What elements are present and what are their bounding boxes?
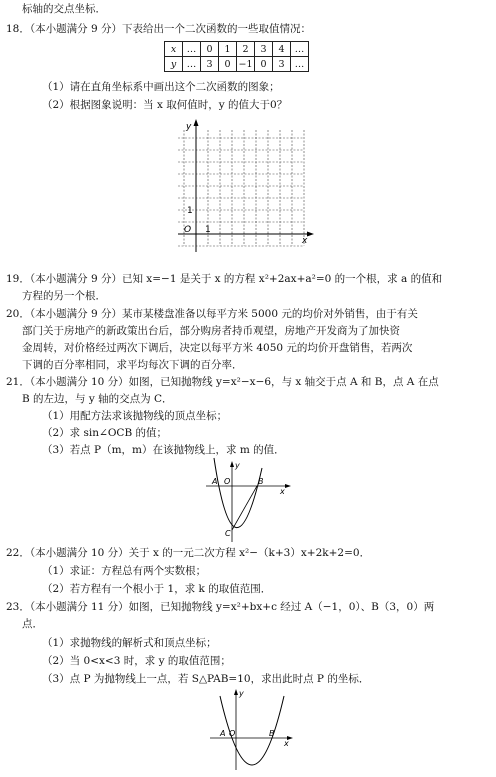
x-axis-arrow-icon xyxy=(285,484,291,488)
y-axis-arrow-icon xyxy=(194,119,199,126)
x-axis-arrow-icon xyxy=(307,232,314,237)
text-line: 点． xyxy=(22,618,43,630)
value-table xyxy=(164,41,309,72)
question-18-part-2: （2）根据图象说明：当 x 取何值时，y 的值大于0？ xyxy=(42,99,288,111)
text-line: B 的左边，与 y 轴的交点为 C． xyxy=(22,393,173,405)
question-19: 19．（本小题满分 9 分）已知 x=−1 是关于 x 的方程 x²+2ax+a²=0 的一个根，求 a 的值和 xyxy=(6,273,443,285)
text-line: 方程的另一个根． xyxy=(22,290,106,302)
table-cell: 3 xyxy=(255,42,273,57)
y-axis-arrow-icon xyxy=(234,689,238,695)
x-unit-label: 1 xyxy=(205,225,211,235)
question-22-part-2: （2）若方程有一个根小于 1，求 k 的取值范围． xyxy=(42,583,272,595)
table-cell: 0 xyxy=(219,57,237,72)
table-cell: 3 xyxy=(201,57,219,72)
text-line: 标轴的交点坐标． xyxy=(22,3,106,15)
table-cell: 4 xyxy=(273,42,291,57)
y-axis-label: y xyxy=(186,122,192,132)
text-line: 部门关于房地产的新政策出台后，部分购房者持币观望，房地产开发商为了加快资 xyxy=(22,325,400,337)
y-axis-label: y xyxy=(239,689,244,698)
point-c-label: C xyxy=(225,529,231,538)
table-cell: 2 xyxy=(237,42,255,57)
table-cell: 1 xyxy=(219,42,237,57)
origin-label: O xyxy=(184,225,192,235)
grid-lines xyxy=(178,130,304,246)
point-a-label: A xyxy=(220,729,226,738)
text-line: 金周转，对价格经过两次下调后，决定以每平方米 4050 元的均价开盘销售，若两次 xyxy=(22,342,413,354)
table-cell: … xyxy=(183,42,201,57)
table-cell: −1 xyxy=(238,58,253,70)
table-cell: … xyxy=(291,57,309,72)
table-cell: y xyxy=(165,57,183,72)
table-row xyxy=(165,42,309,57)
x-axis-label: x xyxy=(302,236,308,246)
parabola-figure-23 xyxy=(208,688,298,772)
question-23-part-2: （2）当 0<x<3 时，求 y 的取值范围； xyxy=(42,655,231,667)
question-23-part-3: （3）点 P 为抛物线上一点，若 S△PAB=10，求出此时点 P 的坐标． xyxy=(42,673,370,685)
question-21-part-3: （3）若点 P（m，m）在该抛物线上，求 m 的值． xyxy=(42,444,285,456)
table-row xyxy=(165,57,309,72)
table-cell: … xyxy=(291,42,309,57)
question-21: 21．（本小题满分 10 分）如图，已知抛物线 y=x²−x−6，与 x 轴交于点 A 和 B，点 A 在点 xyxy=(6,376,439,388)
question-23: 23．（本小题满分 11 分）如图，已知抛物线 y=x²+bx+c 经过 A（−1，0）、B（3，0）两 xyxy=(6,601,435,613)
table-cell: 0 xyxy=(255,57,273,72)
point-b-label: B xyxy=(269,729,275,738)
x-axis-label: x xyxy=(280,487,285,496)
y-axis-label: y xyxy=(235,461,240,470)
x-axis-label: x xyxy=(284,739,289,748)
text-line: 下调的百分率相同，求平均每次下调的百分率． xyxy=(22,359,243,371)
table-cell: … xyxy=(183,57,201,72)
question-23-part-1: （1）求抛物线的解析式和顶点坐标； xyxy=(42,637,217,649)
origin-label: O xyxy=(229,729,236,738)
question-18-part-1: （1）请在直角坐标系中画出这个二次函数的图象； xyxy=(42,81,280,93)
question-22-part-1: （1）求证：方程总有两个实数根； xyxy=(42,565,207,577)
point-a-label: A xyxy=(212,477,218,486)
y-unit-label: 1 xyxy=(187,206,193,216)
question-20: 20．（本小题满分 9 分）某市某楼盘准备以每平方米 5000 元的均价对外销售，由于有关 xyxy=(6,308,418,320)
y-axis-arrow-icon xyxy=(230,461,234,467)
table-cell: x xyxy=(165,42,183,57)
question-21-part-1: （1）用配方法求该抛物线的顶点坐标； xyxy=(42,410,228,422)
coordinate-grid-figure xyxy=(170,118,315,263)
origin-label: O xyxy=(224,477,231,486)
question-22: 22．（本小题满分 10 分）关于 x 的一元二次方程 x²−（k+3）x+2k+2=0． xyxy=(6,547,371,559)
question-18: 18．（本小题满分 9 分）下表给出一个二次函数的一些取值情况： xyxy=(6,23,311,35)
table-cell: 3 xyxy=(273,57,291,72)
parabola-figure-21 xyxy=(204,460,294,544)
point-b-label: B xyxy=(258,477,264,486)
table-cell: 0 xyxy=(201,42,219,57)
segment-cb xyxy=(232,486,257,530)
question-21-part-2: （2）求 sin∠OCB 的值； xyxy=(42,427,168,439)
